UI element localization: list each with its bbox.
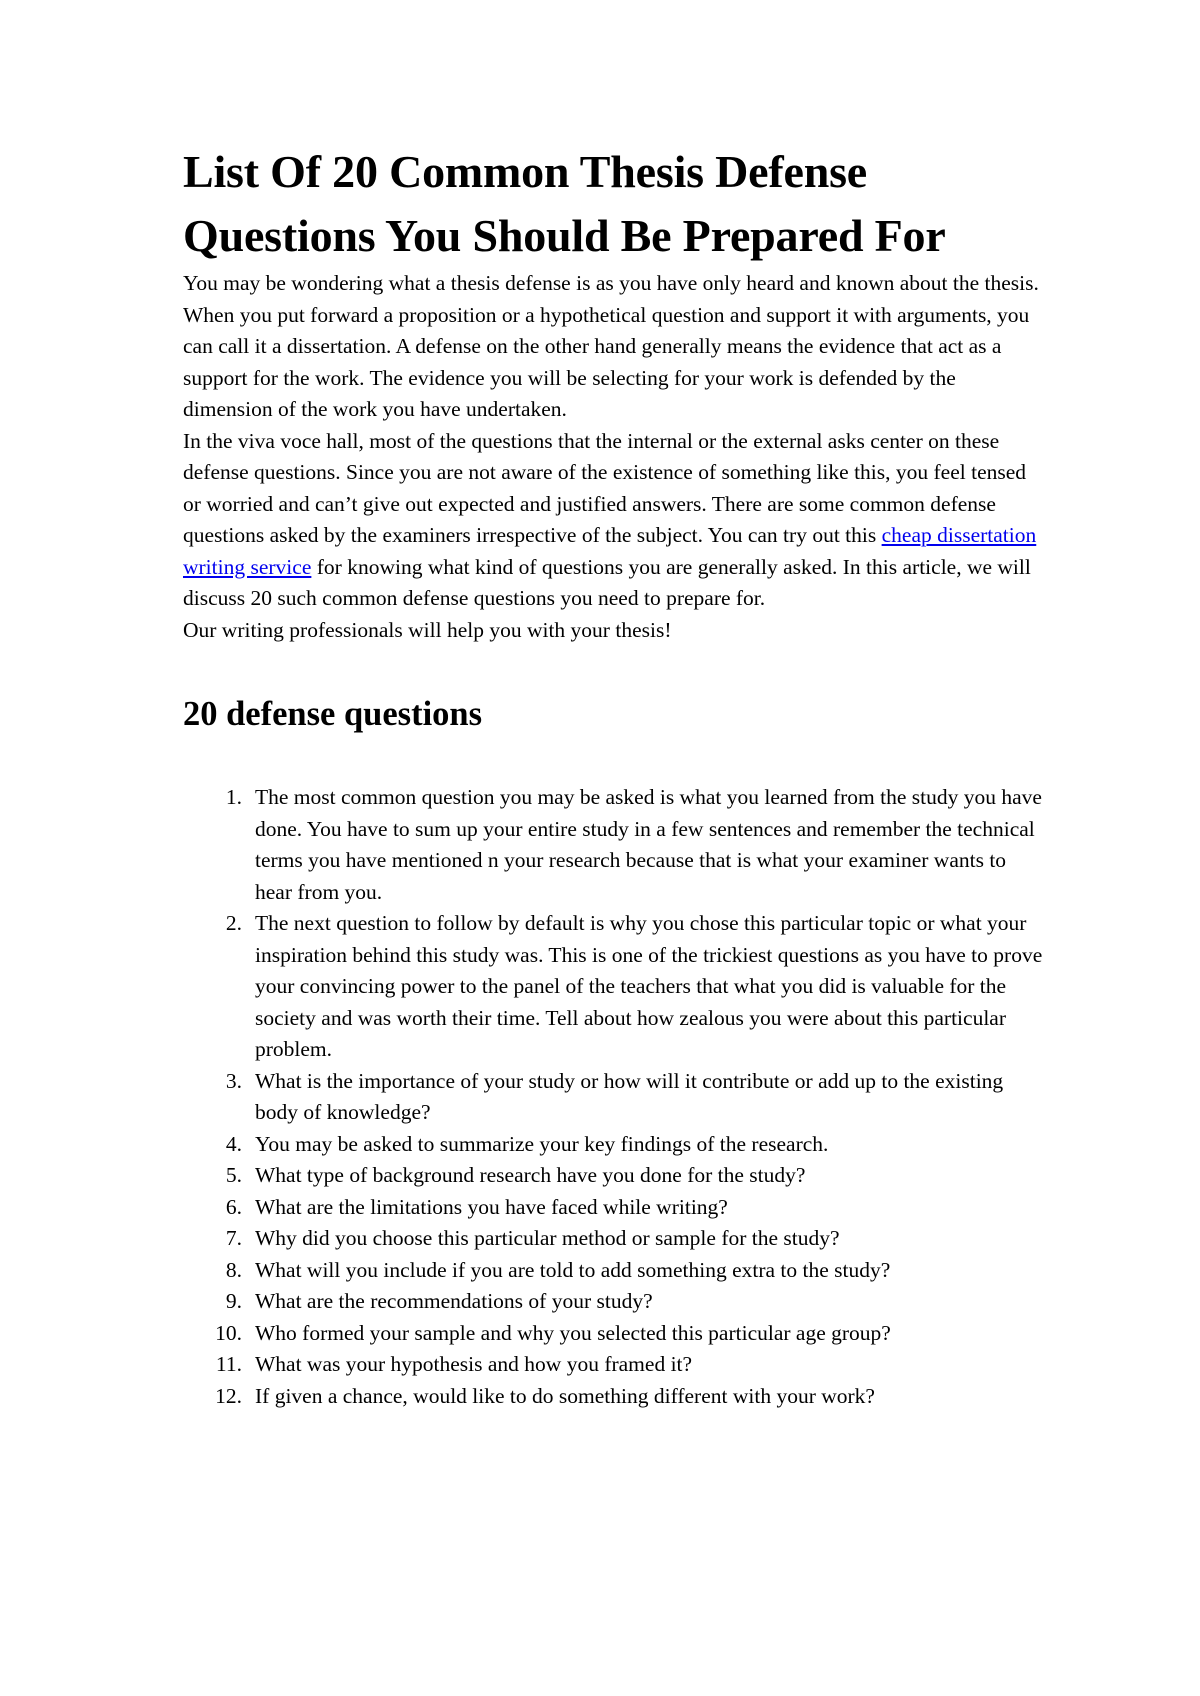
question-text: The most common question you may be asked is what you learned from the study you have done. You have to sum up your entire study in a few sentences and remember the technical terms you have mentioned n your research because that is what your examiner wants to hear from you. [255,785,1042,904]
intro-paragraph-3: Our writing professionals will help you with your thesis! [183,617,672,642]
question-text: You may be asked to summarize your key findings of the research. [255,1131,829,1156]
question-text: Why did you choose this particular method or sample for the study? [255,1226,840,1250]
question-item [183,1223,1043,1255]
question-text: What will you include if you are told to add something extra to the study? [255,1257,891,1282]
question-number: 3. [225,1068,242,1093]
question-text: If given a chance, would like to do something different with your work? [255,1383,875,1408]
document-page [183,140,1043,1412]
question-text: What type of background research have you done for the study? [255,1163,806,1187]
question-number: 5. [225,1163,242,1187]
question-item [183,1318,1043,1350]
question-text: What are the recommendations of your study? [255,1289,653,1313]
question-number: 10. [215,1320,242,1345]
question-number: 8. [225,1257,242,1282]
question-text: What was your hypothesis and how you framed it? [255,1352,693,1376]
question-item [183,1286,1043,1318]
questions-list [183,782,1043,1412]
question-number: 7. [225,1226,242,1250]
page-title: List Of 20 Common Thesis Defense Questions You Should Be Prepared For [183,146,946,261]
question-number: 9. [225,1289,242,1313]
question-item [183,782,1043,908]
question-text: The next question to follow by default is why you chose this particular topic or what your inspiration behind this study was. This is one of the trickiest questions as you have to prove your convincing power to the panel of the teachers that what you did is valuable for the society and was worth their time. Tell about how zealous you were about this particular problem. [255,911,1043,1061]
question-item [183,1381,1043,1413]
question-number: 6. [225,1194,242,1219]
question-item [183,1192,1043,1224]
dissertation-service-link[interactable]: cheap dissertation writing service [183,523,1037,579]
question-item [183,1349,1043,1381]
question-text: What are the limitations you have faced while writing? [255,1194,728,1219]
question-number: 11. [215,1352,242,1376]
question-item [183,1160,1043,1192]
question-item [183,1255,1043,1287]
intro-paragraph-2-end: for knowing what kind of questions you are generally asked. In this article, we will discuss 20 such common defense questions you need to prepare for. [183,554,1031,610]
intro-paragraph-2 [183,426,1043,615]
question-item [183,1066,1043,1129]
section-heading: 20 defense questions [183,695,483,733]
question-number: 4. [225,1131,242,1156]
question-number: 2. [225,911,242,935]
question-number: 12. [215,1383,242,1408]
intro-paragraph-1: You may be wondering what a thesis defense is as you have only heard and known about the thesis. When you put forward a proposition or a hypothetical question and support it with arguments, you can call it a dissertation. A defense on the other hand generally means the evidence that act as a support for the work. The evidence you will be selecting for your work is defended by the dimension of the work you have undertaken. [183,271,1039,421]
question-text: Who formed your sample and why you selected this particular age group? [255,1320,891,1345]
question-item [183,908,1043,1066]
question-item [183,1129,1043,1161]
intro-paragraph-2-start: In the viva voce hall, most of the questions that the internal or the external asks center on these defense questions. Since you are not aware of the existence of something like this, you feel tensed or worried and can’t give out expected and justified answers. There are some common defense questions asked by the examiners irrespective of the subject. You can try out this [183,428,1027,547]
question-number: 1. [225,785,242,809]
question-text: What is the importance of your study or how will it contribute or add up to the existing body of knowledge? [255,1068,1004,1124]
